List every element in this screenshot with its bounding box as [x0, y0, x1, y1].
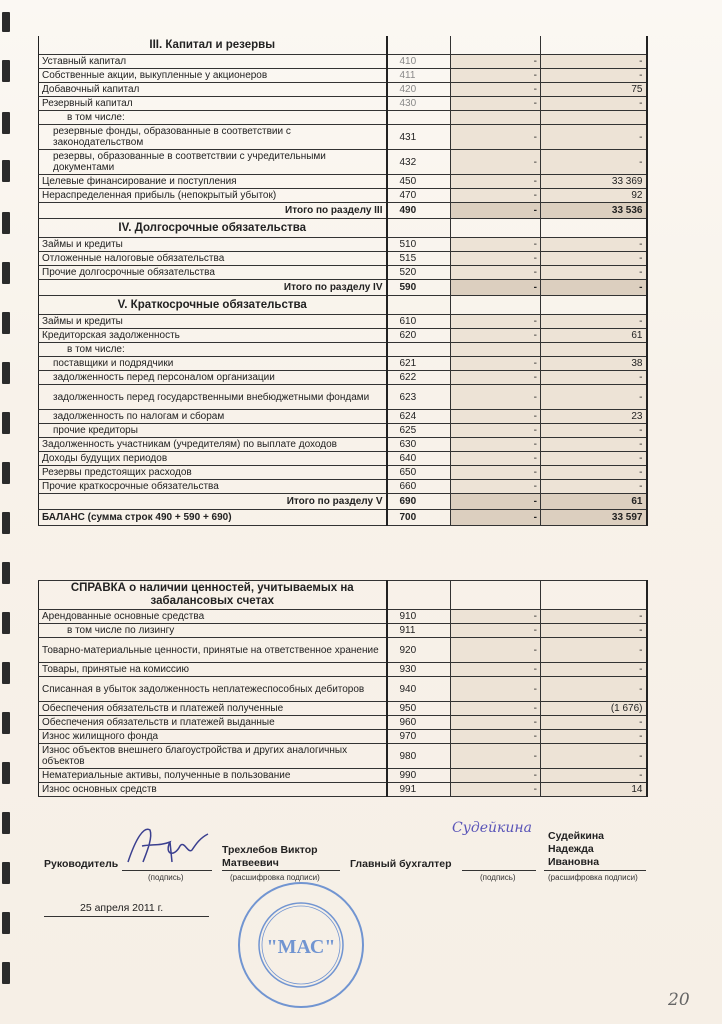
value-end-period — [541, 343, 647, 357]
table-row — [39, 83, 647, 97]
table-row — [39, 438, 647, 452]
head-name: Трехлебов Виктор Матвеевич — [222, 844, 318, 869]
value-end-period: - — [541, 97, 647, 111]
value-end-period: 38 — [541, 357, 647, 371]
value-end-period: 33 369 — [541, 175, 647, 189]
value-start-period: - — [451, 357, 541, 371]
row-label: Доходы будущих периодов — [39, 452, 387, 466]
row-label: Резервы предстоящих расходов — [39, 466, 387, 480]
table-row — [39, 624, 647, 638]
chief-name — [548, 830, 604, 869]
row-label: в том числе по лизингу — [39, 624, 387, 638]
value-start-period: - — [451, 638, 541, 663]
row-code: 430 — [387, 97, 451, 111]
binding-hole — [2, 762, 10, 784]
row-code: 432 — [387, 150, 451, 175]
chief-patronymic: Ивановна — [548, 856, 600, 868]
row-code: 910 — [387, 610, 451, 624]
value-end-period: - — [541, 744, 647, 769]
table-row — [39, 424, 647, 438]
table-row — [39, 189, 647, 203]
value-end-period: - — [541, 716, 647, 730]
table-row — [39, 125, 647, 150]
binding-hole — [2, 12, 10, 32]
row-code: 624 — [387, 410, 451, 424]
row-code: 920 — [387, 638, 451, 663]
head-label: Руководитель — [44, 858, 119, 870]
table-row — [39, 638, 647, 663]
row-label: задолженность перед персоналом организации — [39, 371, 387, 385]
signature-block — [0, 818, 722, 1024]
value-end-period: - — [541, 252, 647, 266]
binding-hole — [2, 512, 10, 534]
section-header-row — [39, 36, 647, 55]
row-label: Займы и кредиты — [39, 315, 387, 329]
head-sign-caption: (подпись) — [148, 873, 184, 882]
section-header-row — [39, 219, 647, 238]
head-signature — [122, 822, 212, 866]
row-code: 950 — [387, 702, 451, 716]
row-code: 640 — [387, 452, 451, 466]
table-row — [39, 97, 647, 111]
value-start-period: - — [451, 371, 541, 385]
row-label: Добавочный капитал — [39, 83, 387, 97]
row-code: 620 — [387, 329, 451, 343]
row-label: Арендованные основные средства — [39, 610, 387, 624]
row-label: Резервный капитал — [39, 97, 387, 111]
binding-hole — [2, 462, 10, 484]
chief-first-name: Надежда — [548, 843, 594, 855]
value-end-period: 33 536 — [541, 203, 647, 219]
off-balance-title: СПРАВКА о наличии ценностей, учитываемых на забалансовых счетах — [39, 581, 387, 610]
row-code: 625 — [387, 424, 451, 438]
table-row — [39, 783, 647, 797]
value-end-period: - — [541, 266, 647, 280]
value-start-period: - — [451, 663, 541, 677]
table-row — [39, 480, 647, 494]
row-label: Товары, принятые на комиссию — [39, 663, 387, 677]
row-code: 960 — [387, 716, 451, 730]
table-row — [39, 343, 647, 357]
chief-surname: Судейкина — [548, 830, 605, 842]
value-start-period: - — [451, 730, 541, 744]
row-code: 630 — [387, 438, 451, 452]
value-end-period: - — [541, 624, 647, 638]
value-end-period: 61 — [541, 494, 647, 510]
page-number: 20 — [668, 990, 690, 1010]
row-label: Прочие краткосрочные обязательства — [39, 480, 387, 494]
value-start-period: - — [451, 125, 541, 150]
value-start-period: - — [451, 315, 541, 329]
row-label: поставщики и подрядчики — [39, 357, 387, 371]
head-decode-caption: (расшифровка подписи) — [230, 873, 320, 882]
value-start-period — [451, 111, 541, 125]
value-end-period: - — [541, 150, 647, 175]
row-code: 590 — [387, 280, 451, 296]
row-label: Займы и кредиты — [39, 238, 387, 252]
chief-decode-caption: (расшифровка подписи) — [548, 873, 638, 882]
value-start-period: - — [451, 466, 541, 480]
row-label: Нематериальные активы, полученные в пользование — [39, 769, 387, 783]
value-end-period: - — [541, 480, 647, 494]
value-start-period: - — [451, 266, 541, 280]
binding-hole — [2, 60, 10, 82]
value-end-period: 75 — [541, 83, 647, 97]
value-end-period: - — [541, 610, 647, 624]
value-end-period: - — [541, 466, 647, 480]
row-code: 410 — [387, 55, 451, 69]
value-end-period: - — [541, 238, 647, 252]
row-code: 431 — [387, 125, 451, 150]
total-row — [39, 510, 647, 526]
table-row — [39, 769, 647, 783]
table-row — [39, 69, 647, 83]
table-row — [39, 266, 647, 280]
row-code: 660 — [387, 480, 451, 494]
table-row — [39, 744, 647, 769]
total-row — [39, 280, 647, 296]
value-end-period: - — [541, 371, 647, 385]
value-end-period: (1 676) — [541, 702, 647, 716]
table-row — [39, 315, 647, 329]
row-label: БАЛАНС (сумма строк 490 + 590 + 690) — [39, 510, 387, 526]
row-code: 621 — [387, 357, 451, 371]
value-start-period: - — [451, 252, 541, 266]
row-code: 490 — [387, 203, 451, 219]
table-row — [39, 252, 647, 266]
value-start-period: - — [451, 769, 541, 783]
balance-liabilities-table — [38, 36, 648, 526]
table-row — [39, 410, 647, 424]
value-start-period: - — [451, 410, 541, 424]
row-code: 911 — [387, 624, 451, 638]
table-row — [39, 716, 647, 730]
row-label: резервы, образованные в соответствии с учредительными документами — [39, 150, 387, 175]
off-balance-header-row — [39, 581, 647, 610]
value-start-period: - — [451, 203, 541, 219]
row-code: 700 — [387, 510, 451, 526]
row-code: 623 — [387, 385, 451, 410]
row-code: 420 — [387, 83, 451, 97]
row-code: 610 — [387, 315, 451, 329]
table-row — [39, 385, 647, 410]
value-end-period: - — [541, 315, 647, 329]
value-start-period: - — [451, 424, 541, 438]
value-end-period: - — [541, 125, 647, 150]
section-title: IV. Долгосрочные обязательства — [39, 219, 387, 238]
section-header-row — [39, 296, 647, 315]
value-start-period: - — [451, 677, 541, 702]
binding-hole — [2, 262, 10, 284]
row-code — [387, 343, 451, 357]
value-end-period: - — [541, 385, 647, 410]
row-label: Итого по разделу V — [39, 494, 387, 510]
value-end-period: - — [541, 452, 647, 466]
row-label: Износ основных средств — [39, 783, 387, 797]
binding-hole — [2, 112, 10, 134]
value-start-period: - — [451, 83, 541, 97]
section-title: V. Краткосрочные обязательства — [39, 296, 387, 315]
row-label: задолженность по налогам и сборам — [39, 410, 387, 424]
binding-hole — [2, 712, 10, 734]
row-code: 980 — [387, 744, 451, 769]
value-end-period: 92 — [541, 189, 647, 203]
value-end-period: - — [541, 677, 647, 702]
table-row — [39, 111, 647, 125]
value-start-period: - — [451, 702, 541, 716]
table-row — [39, 150, 647, 175]
binding-hole — [2, 362, 10, 384]
value-start-period: - — [451, 452, 541, 466]
value-end-period: - — [541, 769, 647, 783]
total-row — [39, 203, 647, 219]
value-start-period: - — [451, 280, 541, 296]
binding-hole — [2, 160, 10, 182]
row-code: 515 — [387, 252, 451, 266]
value-start-period: - — [451, 783, 541, 797]
row-code: 510 — [387, 238, 451, 252]
row-code: 991 — [387, 783, 451, 797]
value-start-period: - — [451, 744, 541, 769]
row-code: 411 — [387, 69, 451, 83]
row-label: в том числе: — [39, 343, 387, 357]
value-start-period: - — [451, 238, 541, 252]
value-start-period: - — [451, 438, 541, 452]
value-start-period: - — [451, 329, 541, 343]
row-label: Задолженность участникам (учредителям) по выплате доходов — [39, 438, 387, 452]
row-code: 930 — [387, 663, 451, 677]
row-label: резервные фонды, образованные в соответствии с законодательством — [39, 125, 387, 150]
value-end-period: - — [541, 280, 647, 296]
row-label: Прочие долгосрочные обязательства — [39, 266, 387, 280]
row-code: 690 — [387, 494, 451, 510]
row-label: прочие кредиторы — [39, 424, 387, 438]
row-label: Кредиторская задолженность — [39, 329, 387, 343]
value-end-period: - — [541, 69, 647, 83]
row-code — [387, 111, 451, 125]
value-start-period: - — [451, 150, 541, 175]
row-label: Собственные акции, выкупленные у акционеров — [39, 69, 387, 83]
row-label: Уставный капитал — [39, 55, 387, 69]
total-row — [39, 494, 647, 510]
value-start-period: - — [451, 385, 541, 410]
value-start-period: - — [451, 69, 541, 83]
table-row — [39, 175, 647, 189]
row-code: 970 — [387, 730, 451, 744]
row-label: задолженность перед государственными внебюджетными фондами — [39, 385, 387, 410]
value-end-period: - — [541, 663, 647, 677]
value-end-period: - — [541, 730, 647, 744]
value-end-period: 14 — [541, 783, 647, 797]
table-row — [39, 466, 647, 480]
row-code: 940 — [387, 677, 451, 702]
value-start-period — [451, 343, 541, 357]
row-code: 622 — [387, 371, 451, 385]
row-label: Износ объектов внешнего благоустройства и других аналогичных объектов — [39, 744, 387, 769]
value-start-period: - — [451, 494, 541, 510]
seal-text: "МАС" — [266, 936, 336, 958]
table-row — [39, 702, 647, 716]
binding-hole — [2, 612, 10, 634]
value-end-period: - — [541, 55, 647, 69]
value-start-period: - — [451, 716, 541, 730]
row-code: 990 — [387, 769, 451, 783]
row-label: Итого по разделу III — [39, 203, 387, 219]
value-end-period — [541, 111, 647, 125]
value-start-period: - — [451, 510, 541, 526]
binding-hole — [2, 562, 10, 584]
row-label: Целевые финансирование и поступления — [39, 175, 387, 189]
row-code: 520 — [387, 266, 451, 280]
value-end-period: 61 — [541, 329, 647, 343]
value-start-period: - — [451, 55, 541, 69]
table-row — [39, 610, 647, 624]
signing-date: 25 апреля 2011 г. — [80, 902, 164, 914]
value-start-period: - — [451, 97, 541, 111]
row-label: Нераспределенная прибыль (непокрытый убыток) — [39, 189, 387, 203]
binding-hole — [2, 312, 10, 334]
value-start-period: - — [451, 175, 541, 189]
binding-hole — [2, 212, 10, 234]
row-label: Итого по разделу IV — [39, 280, 387, 296]
value-start-period: - — [451, 480, 541, 494]
table-row — [39, 55, 647, 69]
row-label: в том числе: — [39, 111, 387, 125]
table-row — [39, 357, 647, 371]
table-row — [39, 452, 647, 466]
table-row — [39, 371, 647, 385]
binding-hole — [2, 412, 10, 434]
row-code: 470 — [387, 189, 451, 203]
row-label: Товарно-материальные ценности, принятые на ответственное хранение — [39, 638, 387, 663]
value-end-period: - — [541, 424, 647, 438]
binding-hole — [2, 662, 10, 684]
value-end-period: - — [541, 438, 647, 452]
table-row — [39, 730, 647, 744]
table-row — [39, 238, 647, 252]
row-code: 650 — [387, 466, 451, 480]
value-start-period: - — [451, 610, 541, 624]
row-label: Обеспечения обязательств и платежей полученные — [39, 702, 387, 716]
chief-accountant-label: Главный бухгалтер — [350, 858, 452, 870]
table-row — [39, 677, 647, 702]
row-label: Износ жилищного фонда — [39, 730, 387, 744]
value-end-period: 33 597 — [541, 510, 647, 526]
section-title: III. Капитал и резервы — [39, 36, 387, 55]
value-end-period: - — [541, 638, 647, 663]
row-label: Списанная в убыток задолженность неплатежеспособных дебиторов — [39, 677, 387, 702]
chief-sign-caption: (подпись) — [480, 873, 516, 882]
chief-signature: Судейкина — [452, 820, 532, 836]
table-row — [39, 329, 647, 343]
row-label: Обеспечения обязательств и платежей выданные — [39, 716, 387, 730]
value-start-period: - — [451, 189, 541, 203]
row-code: 450 — [387, 175, 451, 189]
value-end-period: 23 — [541, 410, 647, 424]
value-start-period: - — [451, 624, 541, 638]
off-balance-table — [38, 580, 648, 797]
row-label: Отложенные налоговые обязательства — [39, 252, 387, 266]
company-seal — [236, 880, 366, 1010]
table-row — [39, 663, 647, 677]
